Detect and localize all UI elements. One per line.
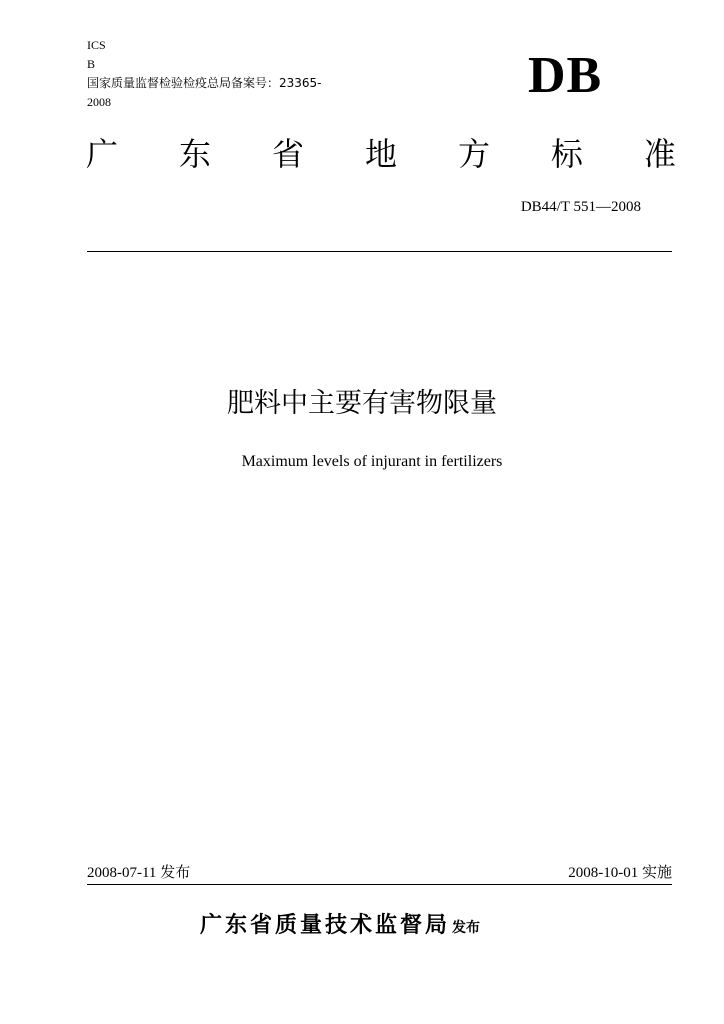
standard-number: DB44/T 551—2008: [520, 199, 641, 215]
implementation-date: 2008-10-01: [568, 865, 639, 881]
standard-type-char: 地: [364, 135, 397, 173]
standard-type-char: 准: [643, 135, 676, 173]
ics-label: ICS: [87, 38, 106, 52]
implementation-label: 实施: [641, 863, 672, 881]
db-logo: DB: [528, 47, 603, 104]
issue-date-line: [87, 862, 190, 883]
issuer-organization: 广东省质量技术监督局: [200, 913, 451, 938]
classification-block: [87, 36, 347, 112]
implementation-date-line: [568, 862, 672, 883]
standard-type-char: 东: [178, 135, 211, 173]
filing-year: 2008: [87, 95, 111, 109]
issue-label: 发布: [160, 863, 191, 881]
filing-number: [87, 74, 347, 93]
issue-date: 2008-07-11: [87, 865, 157, 881]
top-divider: [87, 251, 672, 252]
filing-text: 国家质量监督检验检疫总局备案号：23365-: [87, 76, 322, 90]
standard-type-char: 省: [271, 135, 304, 173]
standard-type-char: 方: [457, 135, 490, 173]
standard-type-char: 标: [550, 135, 583, 173]
category-code: B: [87, 57, 96, 71]
document-title-chinese: 肥料中主要有害物限量: [227, 388, 497, 419]
bottom-divider: [87, 884, 672, 885]
issuer-line: [200, 908, 480, 939]
issuer-action: 发布: [452, 920, 481, 936]
standard-type-title: [86, 132, 676, 176]
standard-type-char: 广: [86, 135, 119, 173]
document-title-english: Maximum levels of injurant in fertilizers: [241, 453, 503, 470]
